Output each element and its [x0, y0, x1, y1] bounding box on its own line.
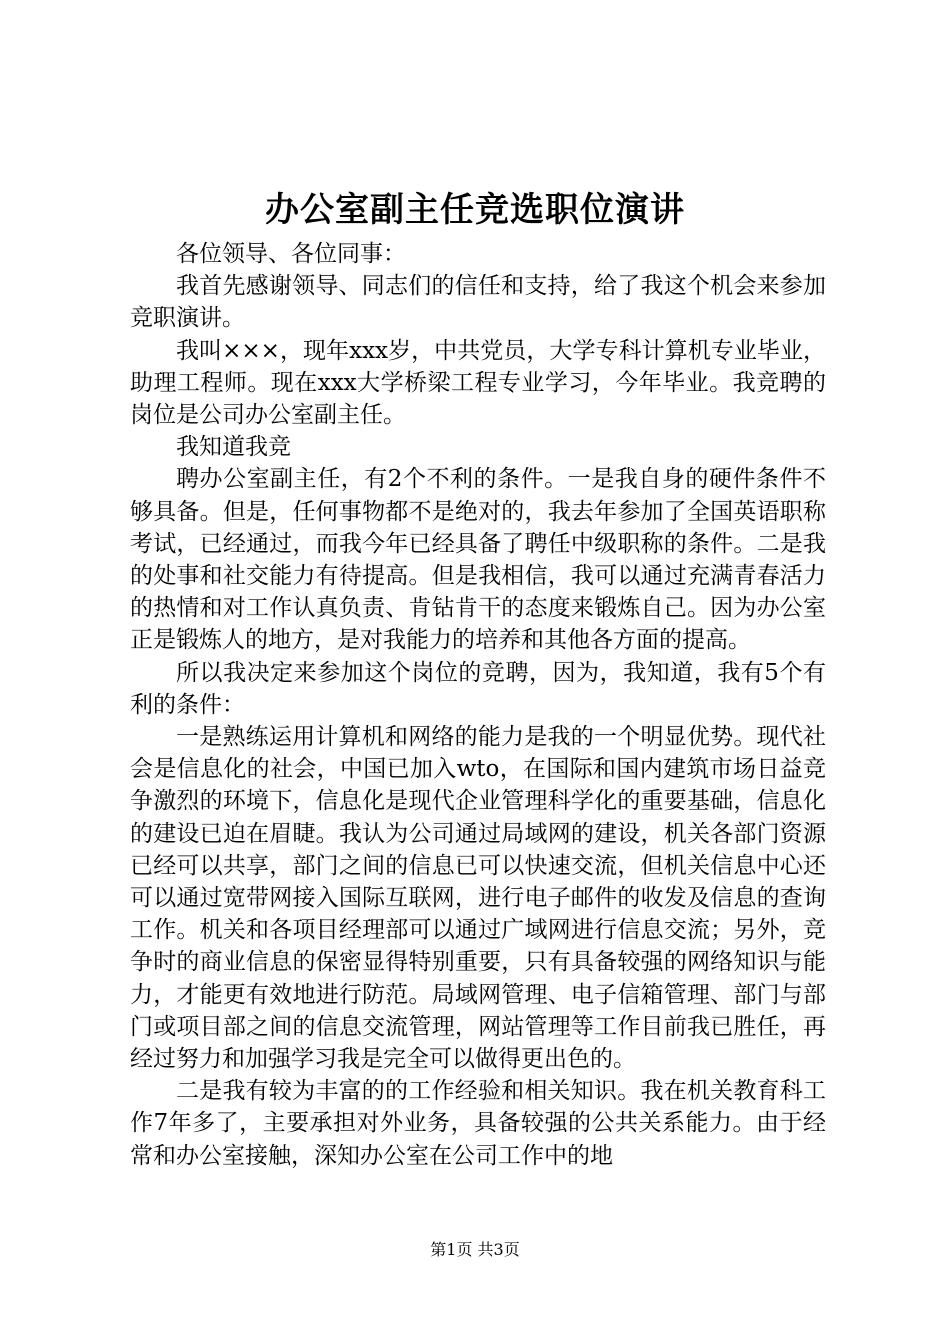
paragraph-decision: 所以我决定来参加这个岗位的竞聘，因为，我知道，我有5个有利的条件： — [130, 659, 826, 718]
paragraph-greeting: 各位领导、各位同事： — [176, 241, 406, 267]
paragraph-thanks: 我首先感谢领导、同志们的信任和支持，给了我这个机会来参加竞职演讲。 — [130, 273, 826, 332]
paragraph-i-know: 我知道我竞 — [176, 434, 291, 461]
document-body — [130, 238, 826, 1172]
paragraph-disadvantages: 聘办公室副主任，有2个不利的条件。一是我自身的硬件条件不够具备。但是，任何事物都不是绝对的，我去年参加了全国英语职称考试，已经通过，而我今年已经具备了聘任中级职称的条件。二是我的处事和社交能力有待提高。但是我相信，我可以通过充满青春活力的热情和对工作认真负责、肯钻肯干的态度来锻炼自己。因为办公室正是锻炼人的地方，是对我能力的培养和其他各方面的提高。 — [130, 466, 826, 654]
document-title: 办公室副主任竞选职位演讲 — [265, 190, 685, 230]
paragraph-introduction: 我叫×××，现年xxx岁，中共党员，大学专科计算机专业毕业，助理工程师。现在xxx大学桥梁工程专业学习，今年毕业。我竞聘的岗位是公司办公室副主任。 — [130, 337, 826, 429]
page-number-footer: 第1页 共3页 — [430, 1240, 520, 1259]
paragraph-advantage-two: 二是我有较为丰富的的工作经验和相关知识。我在机关教育科工作7年多了，主要承担对外业务，具备较强的公共关系能力。由于经常和办公室接触，深知办公室在公司工作中的地 — [130, 1078, 826, 1169]
paragraph-advantage-one: 一是熟练运用计算机和网络的能力是我的一个明显优势。现代社会是信息化的社会，中国已加入wto，在国际和国内建筑市场日益竞争激烈的环境下，信息化是现代企业管理科学化的重要基础，信息化的建设已迫在眉睫。我认为公司通过局域网的建设，机关各部门资源已经可以共享，部门之间的信息已可以快速交流，但机关信息中心还可以通过宽带网接入国际互联网，进行电子邮件的收发及信息的查询工作。机关和各项目经理部可以通过广域网进行信息交流；另外，竞争时的商业信息的保密显得特别重要，只有具备较强的网络知识与能力，才能更有效地进行防范。局域网管理、电子信箱管理、部门与部门或项目部之间的信息交流管理，网站管理等工作目前我已胜任，再经过努力和加强学习我是完全可以做得更出色的。 — [130, 724, 826, 1073]
